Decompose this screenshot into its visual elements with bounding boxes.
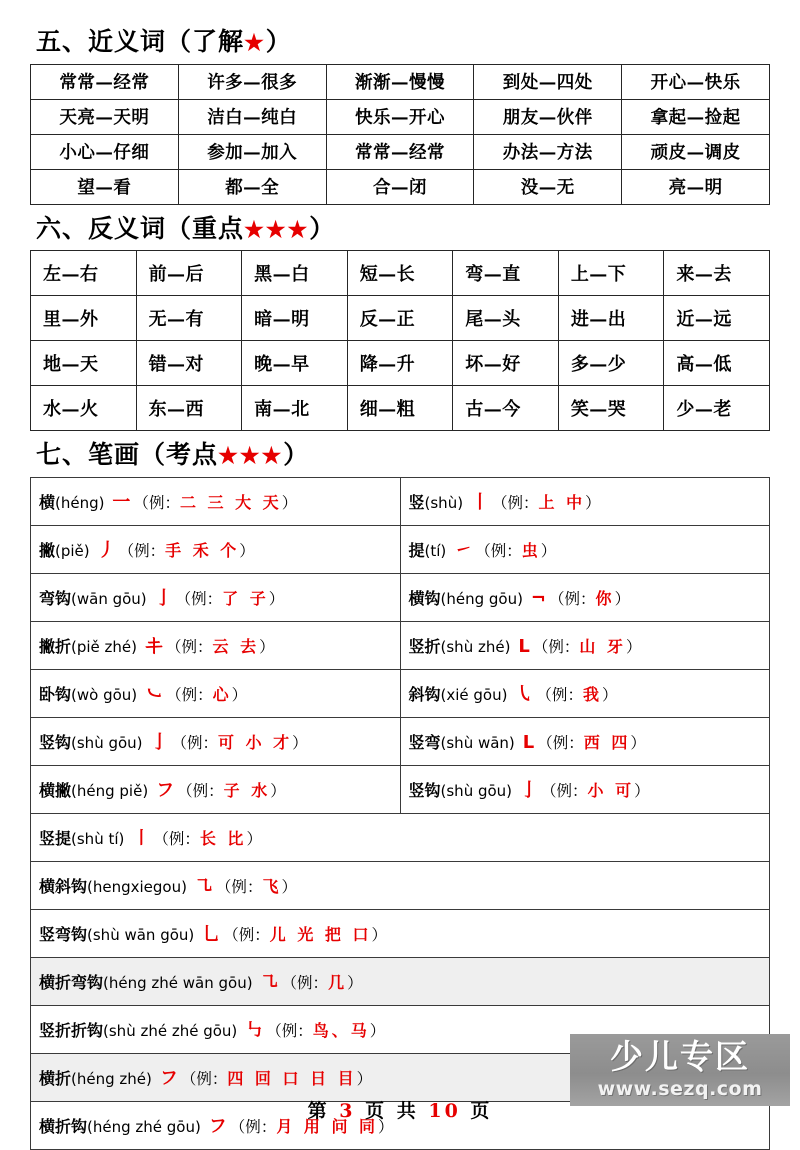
stroke-examples: 鸟、马 bbox=[312, 1021, 370, 1040]
stroke-pinyin: (héng zhé gōu) bbox=[87, 1118, 201, 1136]
stroke-name: 斜钩 bbox=[408, 685, 441, 704]
example-open-paren: （ bbox=[153, 830, 169, 848]
example-colon: ： bbox=[580, 589, 596, 608]
stroke-examples: 云 去 bbox=[212, 636, 260, 656]
section-heading-synonyms bbox=[36, 26, 770, 58]
word-pair-cell: 地—天 bbox=[31, 341, 137, 386]
stroke-glyph: ㇑ bbox=[132, 828, 151, 849]
word-pair-cell: 天亮—天明 bbox=[31, 99, 179, 134]
table-row bbox=[31, 296, 770, 341]
example-label: 例 bbox=[507, 494, 524, 512]
example-close-paren: ） bbox=[378, 1118, 394, 1136]
example-label: 例 bbox=[490, 542, 507, 560]
example-open-paren: （ bbox=[537, 733, 553, 752]
word-pair-cell: 参加—加入 bbox=[178, 134, 326, 169]
word-pair-cell: 少—老 bbox=[664, 386, 770, 431]
stroke-examples: 手 禾 个 bbox=[165, 541, 240, 560]
example-colon: ： bbox=[506, 542, 522, 560]
stroke-glyph: 乚 bbox=[202, 924, 221, 945]
word-pair-cell: 近—远 bbox=[664, 296, 770, 341]
stroke-pinyin: (shù zhé) bbox=[440, 637, 511, 656]
example-label: 例 bbox=[181, 637, 197, 656]
table-row bbox=[31, 669, 770, 717]
stroke-glyph: ㇈ bbox=[194, 876, 213, 897]
stroke-cell bbox=[31, 861, 770, 909]
example-label: 例 bbox=[245, 1118, 261, 1136]
stroke-cell bbox=[400, 717, 770, 765]
word-pair-cell: 多—少 bbox=[558, 341, 664, 386]
table-row bbox=[31, 573, 770, 621]
word-pair-cell: 错—对 bbox=[136, 341, 242, 386]
example-colon: ： bbox=[246, 878, 263, 896]
example-close-paren: ） bbox=[585, 494, 601, 512]
stroke-glyph: フ bbox=[156, 780, 175, 801]
example-colon: ： bbox=[567, 686, 583, 704]
stroke-pinyin: (wò gōu) bbox=[71, 686, 138, 704]
stroke-glyph: ㇀ bbox=[454, 540, 473, 561]
example-open-paren: （ bbox=[549, 589, 565, 608]
stroke-examples: 二 三 大 天 bbox=[179, 493, 282, 512]
example-close-paren: ） bbox=[239, 542, 255, 560]
stroke-glyph: L bbox=[522, 731, 535, 753]
watermark-brand: 少儿专区 bbox=[610, 1037, 750, 1076]
word-pair-cell: 小心—仔细 bbox=[31, 134, 179, 169]
example-label: 例 bbox=[231, 878, 247, 896]
stroke-pinyin: (shù gōu) bbox=[440, 782, 513, 800]
example-open-paren: （ bbox=[166, 686, 182, 704]
stroke-cell bbox=[400, 669, 770, 717]
example-close-paren: ） bbox=[292, 734, 308, 752]
stroke-name: 撇 bbox=[39, 541, 56, 560]
word-pair-cell: 高—低 bbox=[664, 341, 770, 386]
stroke-pinyin: (shù tí) bbox=[71, 830, 125, 848]
table-row bbox=[31, 525, 770, 573]
word-pair-cell: 尾—头 bbox=[453, 296, 559, 341]
word-pair-cell: 都—全 bbox=[178, 169, 326, 204]
word-pair-cell: 办法—方法 bbox=[474, 134, 622, 169]
word-pair-cell: 上—下 bbox=[558, 251, 664, 296]
stroke-glyph: ㇃ bbox=[145, 684, 164, 705]
note-open-paren: （ bbox=[166, 213, 193, 243]
example-open-paren: （ bbox=[492, 494, 508, 512]
example-label: 例 bbox=[134, 542, 150, 560]
stroke-name: 竖 bbox=[408, 493, 425, 512]
stroke-examples: 我 bbox=[582, 685, 602, 704]
stroke-examples: 小 可 bbox=[587, 781, 635, 800]
word-pair-cell: 开心—快乐 bbox=[622, 64, 770, 99]
stroke-cell bbox=[400, 621, 770, 669]
example-open-paren: （ bbox=[266, 1022, 282, 1040]
stroke-examples: 了 子 bbox=[222, 589, 269, 608]
stroke-cell bbox=[31, 717, 401, 765]
stroke-pinyin: (piě zhé) bbox=[71, 637, 138, 656]
table-row bbox=[31, 765, 770, 813]
stroke-glyph: ㇂ bbox=[515, 684, 534, 705]
difficulty-stars: ★★★ bbox=[218, 443, 284, 469]
example-colon: ： bbox=[563, 637, 580, 656]
stroke-name: 横折弯钩 bbox=[39, 973, 104, 992]
stroke-cell bbox=[31, 909, 770, 957]
example-open-paren: （ bbox=[175, 590, 192, 608]
stroke-examples: 儿 光 把 口 bbox=[269, 925, 372, 944]
stroke-cell bbox=[31, 477, 401, 525]
table-row bbox=[31, 169, 770, 204]
section-title: 笔画 bbox=[88, 440, 141, 469]
word-pair-cell: 暗—明 bbox=[242, 296, 348, 341]
stroke-pinyin: (hengxiegou) bbox=[87, 878, 187, 896]
example-close-paren: ） bbox=[369, 1022, 386, 1040]
stroke-pinyin: (wān gōu) bbox=[71, 590, 147, 608]
stroke-pinyin: (shù gōu) bbox=[71, 734, 143, 752]
stroke-glyph: L bbox=[518, 635, 530, 657]
stroke-cell bbox=[31, 813, 770, 861]
word-pair-cell: 笑—哭 bbox=[558, 386, 664, 431]
example-label: 例 bbox=[564, 589, 581, 608]
table-row bbox=[31, 621, 770, 669]
footer-total-label: 共 bbox=[396, 1100, 419, 1122]
example-colon: ： bbox=[572, 782, 588, 800]
stroke-glyph: 亅 bbox=[154, 588, 173, 609]
example-label: 例 bbox=[297, 974, 313, 992]
note-open-paren: （ bbox=[166, 27, 193, 56]
stroke-name: 竖提 bbox=[39, 829, 72, 848]
word-pair-cell: 晚—早 bbox=[242, 341, 348, 386]
example-colon: ： bbox=[312, 974, 329, 992]
example-label: 例 bbox=[556, 782, 572, 800]
stroke-examples: 虫 bbox=[521, 541, 541, 560]
stroke-examples: 西 四 bbox=[583, 732, 631, 752]
stroke-cell bbox=[31, 765, 401, 813]
word-pair-cell: 左—右 bbox=[31, 251, 137, 296]
stroke-name: 横 bbox=[39, 493, 56, 512]
example-label: 例 bbox=[281, 1022, 298, 1040]
note-close-paren: ） bbox=[265, 27, 292, 56]
footer-page-unit-2: 页 bbox=[470, 1100, 493, 1122]
table-row bbox=[31, 251, 770, 296]
stroke-pinyin: (héng zhé) bbox=[71, 1070, 152, 1088]
word-pair-cell: 顽皮—调皮 bbox=[622, 134, 770, 169]
word-pair-cell: 来—去 bbox=[664, 251, 770, 296]
example-colon: ： bbox=[196, 637, 213, 656]
stroke-examples: 你 bbox=[595, 588, 615, 608]
table-row bbox=[31, 861, 770, 909]
stroke-examples: 山 牙 bbox=[579, 636, 626, 656]
table-row bbox=[31, 99, 770, 134]
watermark-url: www.sezq.com bbox=[597, 1078, 763, 1100]
section-number: 六、 bbox=[36, 213, 89, 243]
footer-page-unit: 页 bbox=[365, 1100, 388, 1122]
word-pair-cell: 进—出 bbox=[558, 296, 664, 341]
stroke-name: 弯钩 bbox=[39, 589, 72, 608]
section-number: 七、 bbox=[36, 440, 89, 469]
stroke-examples: 几 bbox=[328, 973, 348, 992]
stroke-examples: 四 回 口 日 目 bbox=[227, 1069, 357, 1088]
example-colon: ： bbox=[523, 494, 539, 512]
stroke-name: 竖弯 bbox=[408, 732, 441, 752]
example-open-paren: （ bbox=[281, 974, 298, 992]
stroke-name: 横撇 bbox=[39, 781, 72, 800]
stroke-name: 提 bbox=[408, 541, 425, 560]
word-pair-cell: 朋友—伙伴 bbox=[474, 99, 622, 134]
table-row bbox=[31, 134, 770, 169]
example-close-paren: ） bbox=[634, 782, 650, 800]
example-close-paren: ） bbox=[347, 974, 363, 992]
example-colon: ： bbox=[206, 590, 223, 608]
antonyms-table bbox=[30, 250, 770, 431]
example-close-paren: ） bbox=[231, 686, 248, 704]
example-label: 例 bbox=[191, 590, 207, 608]
stroke-glyph: 丨 bbox=[471, 492, 489, 513]
example-open-paren: （ bbox=[180, 1070, 197, 1088]
stroke-glyph: 一 bbox=[112, 492, 131, 513]
stroke-glyph: フ bbox=[208, 1116, 227, 1137]
stroke-examples: 上 中 bbox=[538, 493, 586, 512]
word-pair-cell: 常常—经常 bbox=[326, 134, 474, 169]
stroke-glyph: 丿 bbox=[97, 540, 116, 561]
word-pair-cell: 望—看 bbox=[31, 169, 179, 204]
example-close-paren: ） bbox=[614, 589, 631, 608]
stroke-examples: 月 用 问 同 bbox=[276, 1117, 379, 1136]
example-colon: ： bbox=[184, 830, 200, 848]
example-open-paren: （ bbox=[118, 542, 135, 560]
word-pair-cell: 黑—白 bbox=[242, 251, 348, 296]
note-close-paren: ） bbox=[309, 213, 336, 243]
stroke-glyph: 𰀁 bbox=[144, 635, 163, 657]
stroke-pinyin: (héng zhé wān gōu) bbox=[103, 974, 253, 992]
example-open-paren: （ bbox=[536, 686, 552, 704]
stroke-cell bbox=[31, 573, 401, 621]
word-pair-cell: 弯—直 bbox=[453, 251, 559, 296]
stroke-pinyin: (shù zhé zhé gōu) bbox=[103, 1022, 238, 1040]
stroke-pinyin: (héng) bbox=[55, 494, 105, 512]
example-label: 例 bbox=[196, 1070, 212, 1088]
stroke-examples: 子 水 bbox=[223, 781, 271, 800]
stroke-cell bbox=[400, 573, 770, 621]
stroke-cell bbox=[31, 621, 401, 669]
stroke-name: 竖折折钩 bbox=[39, 1021, 104, 1040]
word-pair-cell: 短—长 bbox=[347, 251, 453, 296]
table-row bbox=[31, 341, 770, 386]
stroke-examples: 心 bbox=[212, 685, 232, 704]
word-pair-cell: 渐渐—慢慢 bbox=[326, 64, 474, 99]
word-pair-cell: 古—今 bbox=[453, 386, 559, 431]
example-colon: ： bbox=[568, 733, 584, 752]
example-open-paren: （ bbox=[133, 494, 149, 512]
example-colon: ： bbox=[260, 1118, 277, 1136]
stroke-glyph: ㇈ bbox=[260, 972, 279, 993]
word-pair-cell: 前—后 bbox=[136, 251, 242, 296]
example-close-paren: ） bbox=[270, 782, 286, 800]
stroke-glyph: ¬ bbox=[530, 587, 546, 609]
example-open-paren: （ bbox=[177, 782, 193, 800]
stroke-name: 横斜钩 bbox=[39, 877, 88, 896]
table-row bbox=[31, 386, 770, 431]
word-pair-cell: 许多—很多 bbox=[178, 64, 326, 99]
example-open-paren: （ bbox=[540, 782, 557, 800]
example-label: 例 bbox=[186, 734, 203, 752]
stroke-examples: 可 小 才 bbox=[218, 733, 293, 752]
section-note: 考点 bbox=[166, 440, 219, 469]
difficulty-stars: ★ bbox=[244, 30, 266, 56]
example-colon: ： bbox=[202, 734, 219, 752]
example-close-paren: ） bbox=[259, 637, 275, 656]
example-close-paren: ） bbox=[625, 637, 642, 656]
stroke-glyph: フ bbox=[159, 1068, 178, 1089]
footer-total-pages: 10 bbox=[428, 1100, 461, 1122]
example-close-paren: ） bbox=[371, 926, 387, 944]
word-pair-cell: 细—粗 bbox=[347, 386, 453, 431]
stroke-cell bbox=[31, 669, 401, 717]
word-pair-cell: 反—正 bbox=[347, 296, 453, 341]
stroke-pinyin: (xié gōu) bbox=[440, 686, 508, 704]
section-title: 近义词 bbox=[88, 27, 167, 56]
note-close-paren: ） bbox=[283, 440, 310, 469]
example-open-paren: （ bbox=[171, 734, 187, 752]
stroke-glyph: 亅 bbox=[150, 732, 169, 753]
example-colon: ： bbox=[149, 542, 166, 560]
example-close-paren: ） bbox=[281, 878, 297, 896]
stroke-pinyin: (shù wān) bbox=[440, 733, 515, 752]
example-colon: ： bbox=[254, 926, 270, 944]
stroke-name: 横折钩 bbox=[39, 1117, 88, 1136]
example-open-paren: （ bbox=[229, 1118, 246, 1136]
word-pair-cell: 无—有 bbox=[136, 296, 242, 341]
example-colon: ： bbox=[208, 782, 224, 800]
stroke-name: 横钩 bbox=[408, 588, 441, 608]
footer-current-page: 3 bbox=[339, 1100, 356, 1122]
example-colon: ： bbox=[297, 1022, 313, 1040]
word-pair-cell: 东—西 bbox=[136, 386, 242, 431]
note-open-paren: （ bbox=[140, 440, 167, 469]
stroke-glyph: ㇉ bbox=[245, 1020, 264, 1041]
word-pair-cell: 里—外 bbox=[31, 296, 137, 341]
example-close-paren: ） bbox=[601, 686, 618, 704]
stroke-pinyin: (tí) bbox=[424, 542, 447, 560]
section-title: 反义词 bbox=[88, 213, 167, 243]
example-colon: ： bbox=[164, 494, 180, 512]
word-pair-cell: 拿起—捡起 bbox=[622, 99, 770, 134]
word-pair-cell: 快乐—开心 bbox=[326, 99, 474, 134]
example-colon: ： bbox=[211, 1070, 228, 1088]
example-label: 例 bbox=[551, 686, 568, 704]
example-label: 例 bbox=[168, 830, 185, 848]
example-close-paren: ） bbox=[246, 830, 262, 848]
example-colon: ： bbox=[197, 686, 213, 704]
word-pair-cell: 降—升 bbox=[347, 341, 453, 386]
stroke-name: 竖钩 bbox=[408, 781, 441, 800]
footer-prefix: 第 bbox=[307, 1100, 330, 1122]
example-label: 例 bbox=[238, 926, 255, 944]
stroke-name: 横折 bbox=[39, 1069, 72, 1088]
example-open-paren: （ bbox=[215, 878, 232, 896]
stroke-pinyin: (piě) bbox=[55, 542, 90, 560]
example-close-paren: ） bbox=[630, 733, 646, 752]
example-label: 例 bbox=[552, 733, 569, 752]
stroke-name: 竖折 bbox=[408, 636, 441, 656]
example-close-paren: ） bbox=[281, 494, 298, 512]
stroke-cell bbox=[31, 525, 401, 573]
example-close-paren: ） bbox=[540, 542, 557, 560]
difficulty-stars: ★★★ bbox=[244, 216, 310, 243]
section-heading-strokes bbox=[36, 439, 770, 471]
word-pair-cell: 常常—经常 bbox=[31, 64, 179, 99]
table-row bbox=[31, 957, 770, 1005]
word-pair-cell: 洁白—纯白 bbox=[178, 99, 326, 134]
word-pair-cell: 到处—四处 bbox=[474, 64, 622, 99]
example-open-paren: （ bbox=[223, 926, 239, 944]
example-label: 例 bbox=[148, 494, 165, 512]
stroke-glyph: 亅 bbox=[519, 780, 538, 801]
word-pair-cell: 南—北 bbox=[242, 386, 348, 431]
example-label: 例 bbox=[192, 782, 209, 800]
word-pair-cell: 没—无 bbox=[474, 169, 622, 204]
table-row bbox=[31, 477, 770, 525]
example-open-paren: （ bbox=[532, 637, 549, 656]
stroke-name: 卧钩 bbox=[39, 685, 72, 704]
table-row bbox=[31, 909, 770, 957]
example-open-paren: （ bbox=[165, 637, 182, 656]
table-row bbox=[31, 813, 770, 861]
section-note: 重点 bbox=[192, 213, 245, 243]
word-pair-cell: 水—火 bbox=[31, 386, 137, 431]
stroke-pinyin: (shù) bbox=[424, 494, 464, 512]
stroke-examples: 长 比 bbox=[199, 829, 247, 848]
word-pair-cell: 坏—好 bbox=[453, 341, 559, 386]
stroke-cell bbox=[400, 765, 770, 813]
word-pair-cell: 合—闭 bbox=[326, 169, 474, 204]
stroke-pinyin: (héng piě) bbox=[71, 782, 149, 800]
stroke-name: 竖弯钩 bbox=[39, 925, 88, 944]
stroke-cell bbox=[400, 525, 770, 573]
stroke-cell bbox=[31, 957, 770, 1005]
example-label: 例 bbox=[181, 686, 198, 704]
stroke-examples: 飞 bbox=[262, 877, 282, 896]
example-label: 例 bbox=[548, 637, 564, 656]
stroke-pinyin: (héng gōu) bbox=[440, 589, 523, 608]
stroke-name: 竖钩 bbox=[39, 733, 72, 752]
stroke-cell bbox=[400, 477, 770, 525]
section-heading-antonyms bbox=[36, 213, 770, 245]
example-close-paren: ） bbox=[268, 590, 285, 608]
example-close-paren: ） bbox=[356, 1070, 373, 1088]
section-note: 了解 bbox=[192, 27, 245, 56]
stroke-pinyin: (shù wān gōu) bbox=[87, 926, 195, 944]
word-pair-cell: 亮—明 bbox=[622, 169, 770, 204]
stroke-name: 撇折 bbox=[39, 636, 72, 656]
example-open-paren: （ bbox=[475, 542, 491, 560]
synonyms-table bbox=[30, 64, 770, 205]
table-row bbox=[31, 717, 770, 765]
section-number: 五、 bbox=[36, 27, 89, 56]
table-row bbox=[31, 64, 770, 99]
page-footer bbox=[0, 1096, 800, 1123]
